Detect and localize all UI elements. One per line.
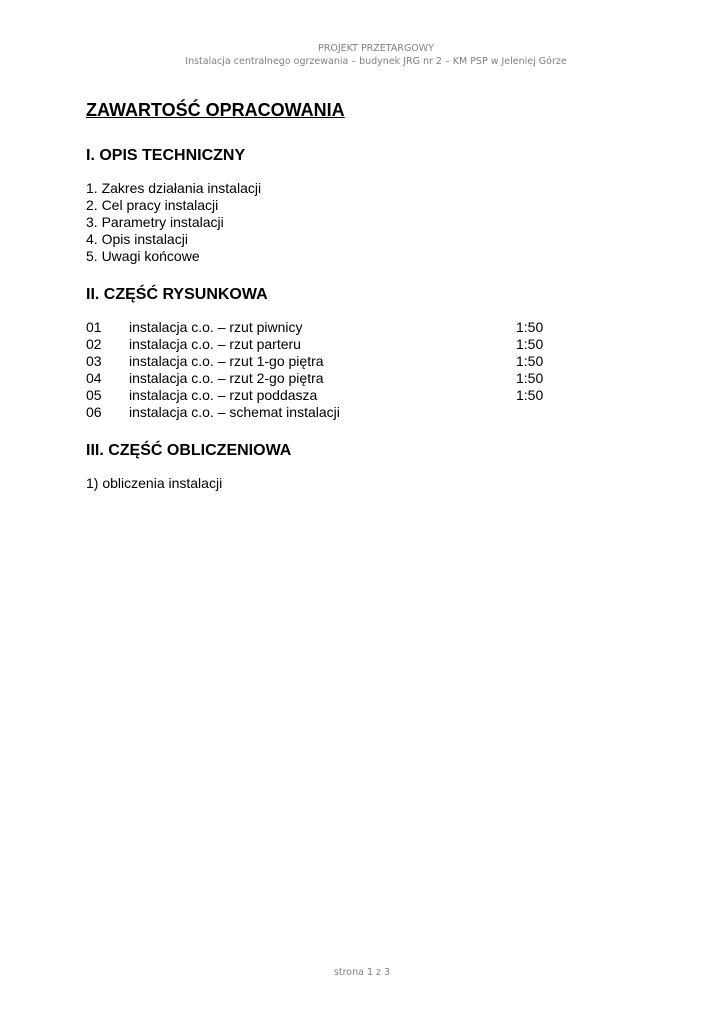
- opis-list: [86, 180, 556, 265]
- drawing-description: instalacja c.o. – rzut poddasza: [129, 387, 318, 403]
- header-project-description: Instalacja centralnego ogrzewania – budynek JRG nr 2 – KM PSP w Jeleniej Górze: [185, 56, 567, 67]
- document-content: [86, 96, 556, 512]
- drawing-list: [86, 319, 556, 421]
- section-heading-opis: I. OPIS TECHNICZNY: [86, 147, 246, 164]
- drawing-row: [86, 387, 546, 404]
- drawing-row: [86, 319, 546, 336]
- list-item: 4. Opis instalacji: [86, 231, 188, 247]
- drawing-number: 03: [86, 353, 102, 369]
- drawing-description: instalacja c.o. – schemat instalacji: [129, 404, 340, 420]
- drawing-number: 02: [86, 336, 102, 352]
- drawing-number: 04: [86, 370, 102, 386]
- drawing-row: [86, 404, 546, 421]
- drawing-scale: 1:50: [516, 319, 544, 335]
- drawing-scale: 1:50: [516, 370, 544, 386]
- obliczeniowa-list: [86, 475, 556, 492]
- drawing-row: [86, 353, 546, 370]
- section-heading-obliczeniowa: III. CZĘŚĆ OBLICZENIOWA: [86, 442, 292, 459]
- drawing-scale: [516, 404, 546, 421]
- drawing-description: instalacja c.o. – rzut piwnicy: [129, 319, 303, 335]
- document-title: ZAWARTOŚĆ OPRACOWANIA: [86, 100, 345, 120]
- drawing-row: [86, 336, 546, 353]
- drawing-number: 01: [86, 319, 102, 335]
- page-number: strona 1 z 3: [333, 967, 391, 978]
- header-project-label: PROJEKT PRZETARGOWY: [318, 43, 434, 54]
- list-item: 1. Zakres działania instalacji: [86, 180, 262, 196]
- section-heading-rysunkowa: II. CZĘŚĆ RYSUNKOWA: [86, 286, 268, 303]
- drawing-scale: 1:50: [516, 353, 544, 369]
- list-item: 1) obliczenia instalacji: [86, 475, 223, 491]
- drawing-number: 05: [86, 387, 102, 403]
- drawing-description: instalacja c.o. – rzut 1-go piętra: [129, 353, 324, 369]
- page-header: [0, 42, 724, 68]
- drawing-number: 06: [86, 404, 102, 420]
- drawing-description: instalacja c.o. – rzut 2-go piętra: [129, 370, 324, 386]
- drawing-row: [86, 370, 546, 387]
- list-item: 5. Uwagi końcowe: [86, 248, 200, 264]
- drawing-description: instalacja c.o. – rzut parteru: [129, 336, 301, 352]
- drawing-scale: 1:50: [516, 336, 544, 352]
- drawing-scale: 1:50: [516, 387, 544, 403]
- list-item: 3. Parametry instalacji: [86, 214, 224, 230]
- list-item: 2. Cel pracy instalacji: [86, 197, 219, 213]
